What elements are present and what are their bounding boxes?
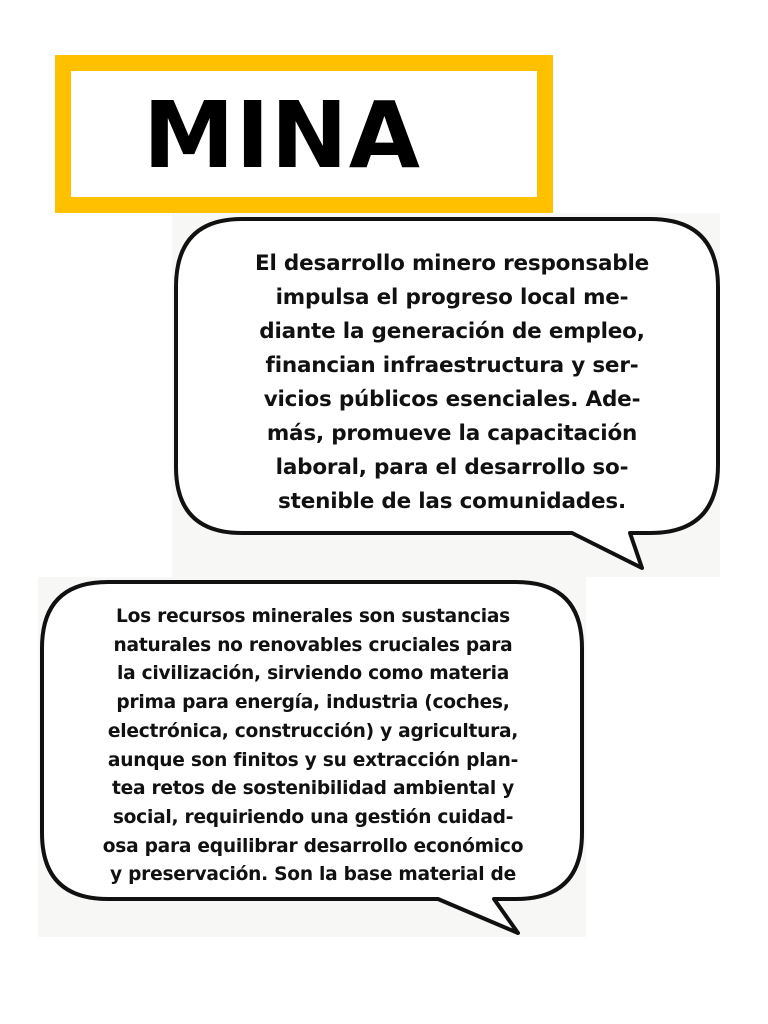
text-line: más, promueve la capacitación bbox=[266, 421, 638, 446]
text-line: la civilización, sirviendo como materia bbox=[116, 663, 510, 685]
text-line: electrónica, construcción) y agricultura, bbox=[107, 720, 519, 742]
text-line: tea retos de sostenibilidad ambiental y bbox=[111, 778, 515, 800]
page-title: MINA bbox=[143, 82, 421, 189]
text-line: Los recursos minerales son sustancias bbox=[116, 606, 510, 627]
title-frame bbox=[55, 55, 553, 213]
text-line: financian infraestructura y ser- bbox=[265, 353, 639, 378]
text-line: vicios públicos esenciales. Ade- bbox=[263, 387, 641, 412]
text-line: El desarrollo minero responsable bbox=[254, 251, 649, 276]
text-line: social, requiriendo una gestión cuidad- bbox=[112, 806, 514, 828]
bubble-text bbox=[212, 247, 692, 519]
text-line: impulsa el progreso local me- bbox=[275, 285, 629, 310]
text-line: naturales no renovables cruciales para bbox=[113, 634, 513, 656]
speech-bubble-mineral-resources bbox=[38, 577, 586, 937]
text-line: y preservación. Son la base material de bbox=[110, 864, 516, 886]
text-line: laboral, para el desarrollo so- bbox=[275, 455, 629, 480]
text-line: stenible de las comunidades. bbox=[278, 489, 626, 514]
text-line: osa para equilibrar desarrollo económico bbox=[102, 835, 524, 857]
text-line: aunque son finitos y su extracción plan- bbox=[107, 749, 519, 771]
text-line: prima para energía, industria (coches, bbox=[116, 692, 510, 714]
speech-bubble-mining-development bbox=[172, 213, 720, 577]
text-line: diante la generación de empleo, bbox=[259, 319, 645, 344]
bubble-text bbox=[68, 603, 558, 890]
